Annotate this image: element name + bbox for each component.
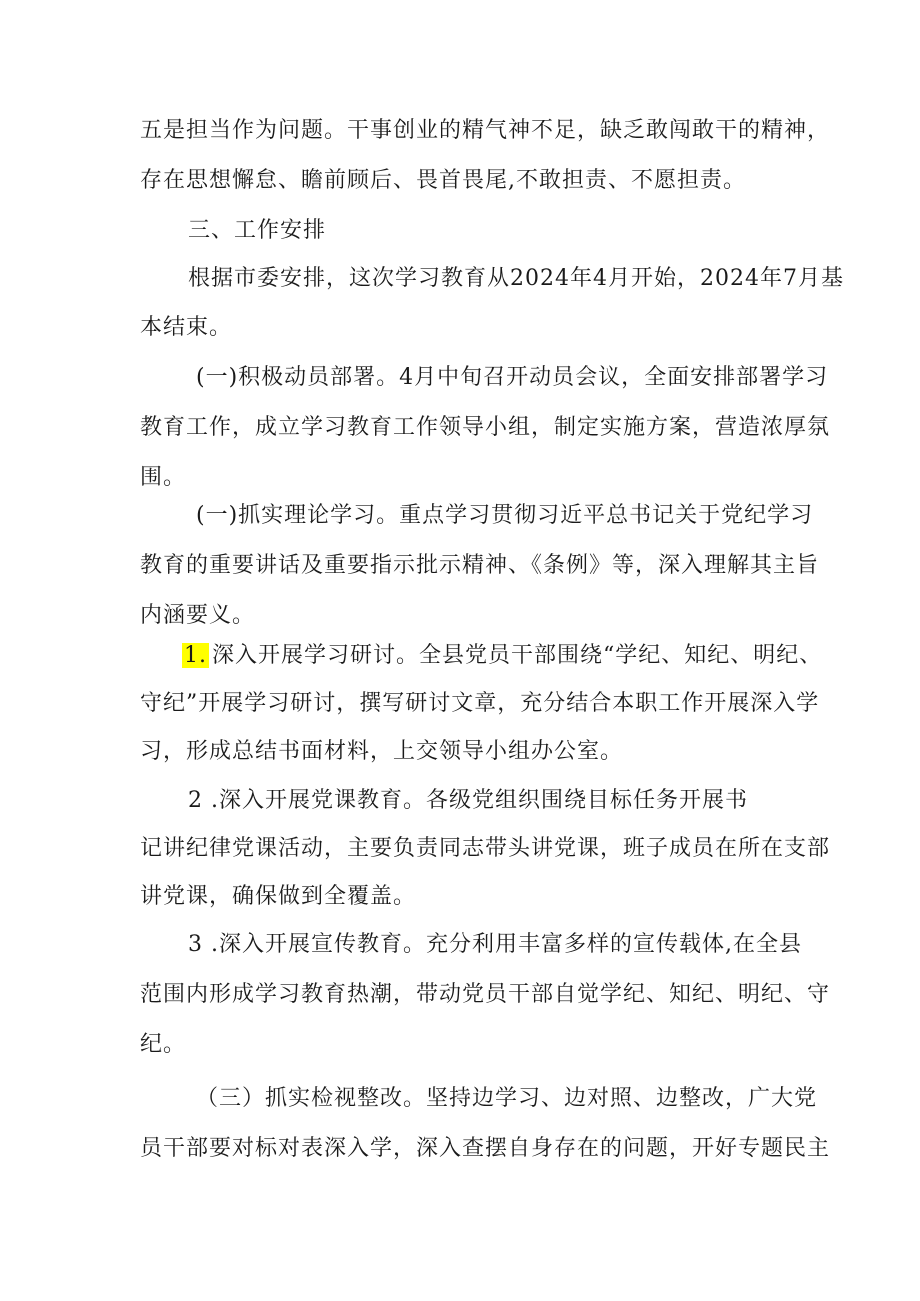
text-line: 本结束。: [140, 315, 233, 340]
text-line: 教育工作，成立学习教育工作领导小组，制定实施方案，营造浓厚氛: [140, 415, 831, 440]
section-heading: 三、工作安排: [188, 218, 327, 243]
text-line: 范围内形成学习教育热潮，带动党员干部自觉学纪、知纪、明纪、守: [140, 982, 831, 1007]
highlight-mark: 1.: [184, 643, 207, 668]
text-line: 五是担当作为问题。干事创业的精气神不足，缺乏敢闯敢干的精神，: [140, 118, 831, 143]
text-line: 守纪”开展学习研讨，撰写研讨文章，充分结合本职工作开展深入学: [140, 691, 820, 716]
text-line: 员干部要对标对表深入学，深入查摆自身存在的问题，开好专题民主: [140, 1136, 831, 1161]
text-line: 深入开展学习研讨。全县党员干部围绕“学纪、知纪、明纪、: [212, 643, 823, 668]
text-line: （三）抓实检视整改。坚持边学习、边对照、边整改，广大党: [196, 1086, 818, 1111]
text-line: 3 .深入开展宣传教育。充分利用丰富多样的宣传载体,在全县: [188, 932, 802, 957]
text-line: 2 .深入开展党课教育。各级党组织围绕目标任务开展书: [188, 788, 748, 813]
text-line: (一)积极动员部署。4月中旬召开动员会议，全面安排部署学习: [196, 365, 829, 390]
text-line: 根据市委安排，这次学习教育从2024年4月开始，2024年7月基: [188, 266, 844, 291]
text-line: 存在思想懈怠、瞻前顾后、畏首畏尾,不敢担责、不愿担责。: [140, 168, 746, 193]
text-line: (一)抓实理论学习。重点学习贯彻习近平总书记关于党纪学习: [196, 503, 814, 528]
text-line: 纪。: [140, 1032, 187, 1057]
text-line: 讲党课，确保做到全覆盖。: [140, 884, 417, 909]
text-line: 围。: [140, 465, 187, 490]
text-line: 习，形成总结书面材料，上交领导小组办公室。: [140, 739, 624, 764]
text-line: 教育的重要讲话及重要指示批示精神、《条例》等，深入理解其主旨: [140, 553, 820, 578]
highlighted-list-number: [182, 641, 209, 671]
text-line: 记讲纪律党课活动，主要负责同志带头讲党课，班子成员在所在支部: [140, 836, 831, 861]
text-line: 内涵要义。: [140, 603, 256, 628]
